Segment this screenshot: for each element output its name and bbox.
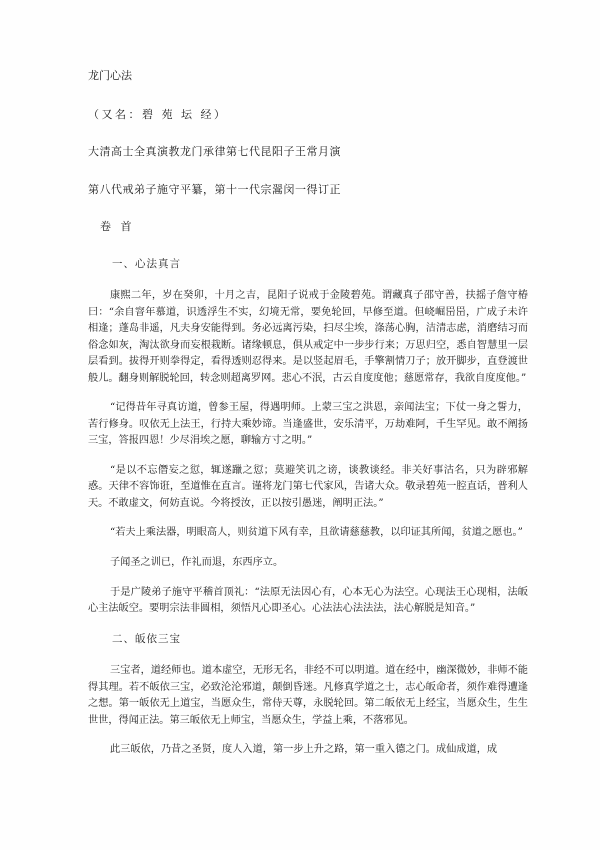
paragraph: “记得昔年寻真访道，曾参王屋，得遇明师。上蒙三宝之洪恩，亲闻法宝；下仗一身之誓力，苦行修身。叹依无上法王，行持大乘妙谛。当逢盛世，安乐清平，万劫难阿，千生罕见。敢不阐扬三宝，答报四恩！少尽涓埃之愿，聊输方寸之明。” bbox=[88, 402, 528, 447]
volume-heading: 卷 首 bbox=[100, 220, 135, 233]
paragraph: 于是广陵弟子施守平稽首顶礼：“法原无法因心有，心本无心为法空。心现法王心现相，法皈心主法皈空。要明宗法非圆相，须悟凡心即圣心。心法法心法法法，法心解脱是知音。” bbox=[88, 586, 528, 615]
document-title: 龙门心法 bbox=[88, 69, 132, 82]
paragraph: 三宝者，道经师也。道本虚空，无形无名，非经不可以明道。道在经中，幽深微妙，非师不能得其理。若不皈依三宝，必致沦沦邪道，颠倒昏迷。凡修真学道之士，志心皈命者，须作难得遭逢之想。第一皈依无上道宝，当愿众生，常侍天尊，永脱轮回。第二皈依无上经宝，当愿众生，生生世世，得闻正法。第三皈依无上师宝，当愿众生，学益上乘，不落邪见。 bbox=[88, 665, 528, 726]
paragraph: 子闻圣之训已，作礼而退，东西序立。 bbox=[110, 557, 284, 568]
attribution-line-1: 大清高士全真演教龙门承律第七代昆阳子王常月演 bbox=[88, 145, 341, 158]
document-subtitle: （又名：碧 苑 坛 经） bbox=[88, 107, 228, 121]
paragraph: 此三皈依，乃昔之圣贤，度人入道，第一步上升之路，第一重入德之门。成仙成道，成 bbox=[110, 744, 498, 756]
section-heading-2: 二、皈依三宝 bbox=[112, 632, 181, 645]
attribution-line-2: 第八代戒弟子施守平纂，第十一代宗翯闵一得订正 bbox=[88, 182, 341, 196]
section-heading-1: 一、心法真言 bbox=[112, 257, 181, 270]
paragraph: 康熙二年，岁在癸卯，十月之吉，昆阳子说戒于金陵碧苑。谓藏真子邵守善，扶摇子詹守椿曰：“余自窨年慕道，识透浮生不实，幻境无常，要免轮回，早修至道。但峣崛岊岊，广成子未许相逢；蓬岛非遥，凡夫身安能得到。务必远离污染，扫尽尘埃，涤荡心胸，洁清志虑，消磨结习而俗念如灰，淘汰欲身而妄根栽断。诸缘顿息，俱从戒定中一步步行来；万思归空，悉自智慧里一层层看到。拔得开则拳得定，看得透则忍得来。是以竖起眉毛，手擎割情刀子；放开脚步，直登渡世般儿。翻身则解脱轮回，转念则超离罗网。悲心不泯，古云自度度他；慈愿常存，我欲自度度他。” bbox=[88, 290, 528, 384]
paragraph: “若夫上乘法器，明眼高人，则贫道下风有幸，且欲请慈慈教，以印证其所闻，贫道之愿也。” bbox=[110, 527, 523, 539]
paragraph: “是以不忘僭妄之愆，辄遂躐之愆；莫避笑讥之谤，谈教谈经。非关好事沽名，只为辟邪解惑。天律不容饰诳，至道惟在直言。谨将龙门第七代家风，告诸大众。敬录碧苑一腔直话，普利人天。不敢虚文，何妨直说。今将授汝，正以按引愚迷，阐明正法。” bbox=[88, 464, 528, 509]
